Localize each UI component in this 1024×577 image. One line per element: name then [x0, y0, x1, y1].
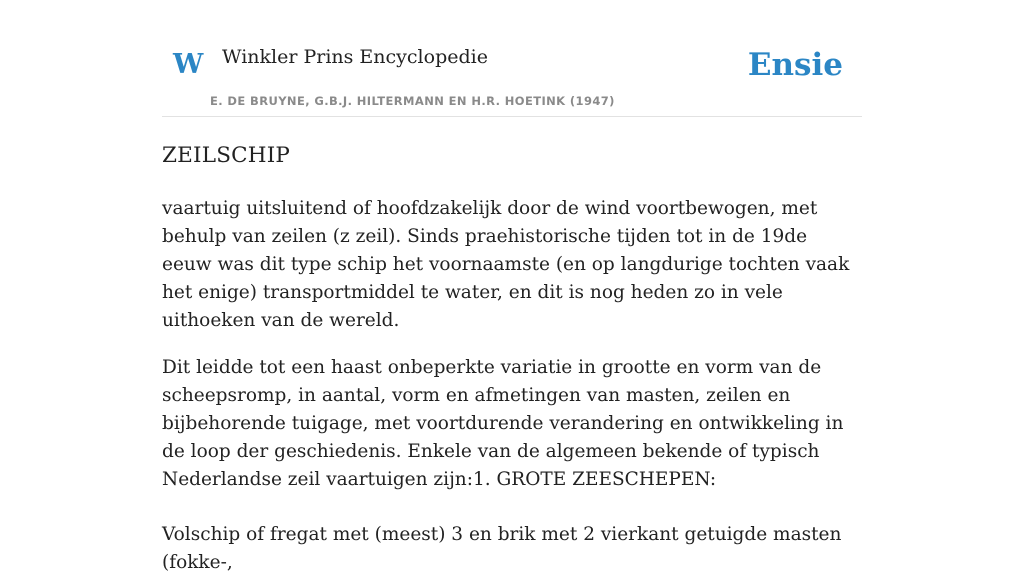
authors-credit: E. DE BRUYNE, G.B.J. HILTERMANN EN H.R. HOETINK (1947) — [210, 94, 615, 108]
site-title[interactable]: Winkler Prins Encyclopedie — [222, 46, 488, 68]
page-container — [162, 0, 862, 577]
winkler-prins-logo[interactable]: W — [173, 49, 204, 80]
article-paragraph-1: vaartuig uitsluitend of hoofdzakelijk door de wind voortbewogen, met behulp van zeilen (z zeil). Sinds praehistorische tijden tot in de 19de eeuw was dit type schip het voornaamste (en op langdurige tochten vaak het enige) transportmiddel te water, en dit is nog heden zo in vele uithoeken van de wereld. — [162, 198, 850, 331]
article-headword: ZEILSCHIP — [162, 143, 291, 168]
ensie-brand-link[interactable]: Ensie — [747, 47, 843, 83]
article-paragraph-2: Dit leidde tot een haast onbeperkte variatie in grootte en vorm van de scheepsromp, in aantal, vorm en afmetingen van masten, zeilen en bijbehorende tuigage, met voortdurende verandering en ontwikkeling in de loop der geschiedenis. Enkele van de algemeen bekende of typisch Nederlandse zeil vaartuigen zijn:1. GROTE ZEESCHEPEN: — [162, 357, 844, 490]
article-paragraph-3: Volschip of fregat met (meest) 3 en brik met 2 vierkant getuigde masten (fokke-, — [162, 524, 842, 573]
site-header — [162, 0, 862, 117]
